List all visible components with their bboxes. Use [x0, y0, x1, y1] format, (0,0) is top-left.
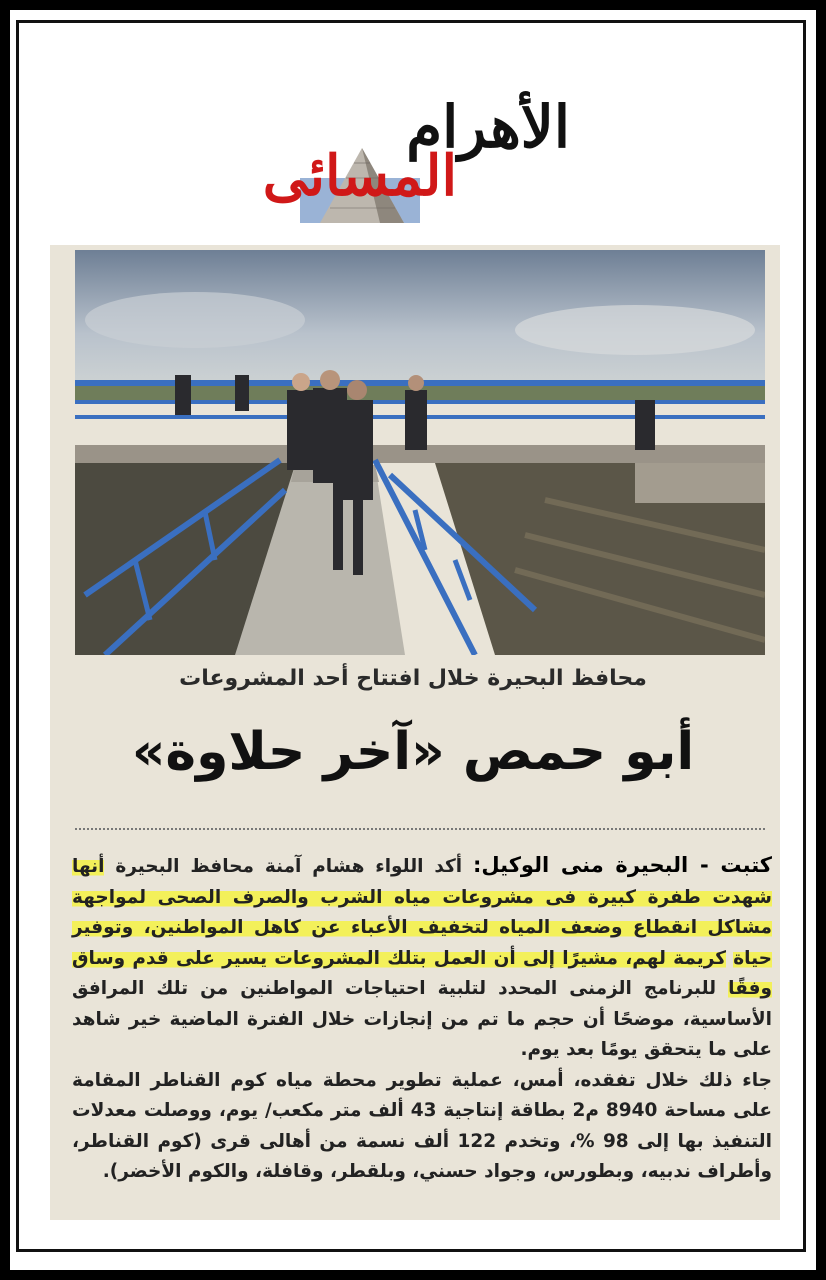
highlighted-text-3: كريمة لهم، مشيرًا إلى أن العمل بتلك المشروعات يسير على قدم وساق وفقًا [72, 947, 772, 999]
photo-bridge-scene [75, 250, 765, 655]
paragraph-1 [72, 850, 772, 1066]
byline: كتبت - البحيرة منى الوكيل: [472, 853, 772, 877]
article-photo [75, 250, 765, 655]
highlighted-text-2: مشاكل انقطاع وضعف المياه لتخفيف الأعباء عن كاهل المواطنين، وتوفير حياة [72, 917, 772, 969]
divider [75, 828, 765, 830]
masthead-line1: الأهرام [406, 93, 570, 161]
highlighted-text-1: أنها شهدت طفرة كبيرة فى مشروعات مياه الشرب والصرف الصحى لمواجهة [72, 856, 772, 908]
photo-caption: محافظ البحيرة خلال افتتاح أحد المشروعات [179, 666, 647, 691]
paragraph-1-intro: أكد اللواء هشام آمنة محافظ البحيرة [115, 856, 463, 877]
headline: أبو حمص «آخر حلاوة» [131, 722, 695, 782]
paragraph-2: جاء ذلك خلال تفقده، أمس، عملية تطوير محطة مياه كوم القناطر المقامة على مساحة 8940 م2 بطاقة إنتاجية 43 ألف متر مكعب/ يوم، ووصلت معدلات التنفيذ بها إلى 98 %، وتخدم 122 ألف نسمة من أهالى قرى (كوم القناطر، وأطراف ندبيه، وبطورس، وجواد حسني، وبلقطر، وقافلة، والكوم الأخضر). [72, 1069, 772, 1182]
paragraph-1-rest: للبرنامج الزمنى المحدد لتلبية احتياجات المواطنين من تلك المرافق الأساسية، موضحًا أن حجم ما تم من إنجازات خلال الفترة الماضية خير شاهد على ما يتحقق يومًا بعد يوم. [72, 978, 772, 1060]
article-body [72, 850, 772, 1188]
masthead-logo [250, 93, 575, 228]
masthead-line2: المسائى [262, 143, 457, 209]
